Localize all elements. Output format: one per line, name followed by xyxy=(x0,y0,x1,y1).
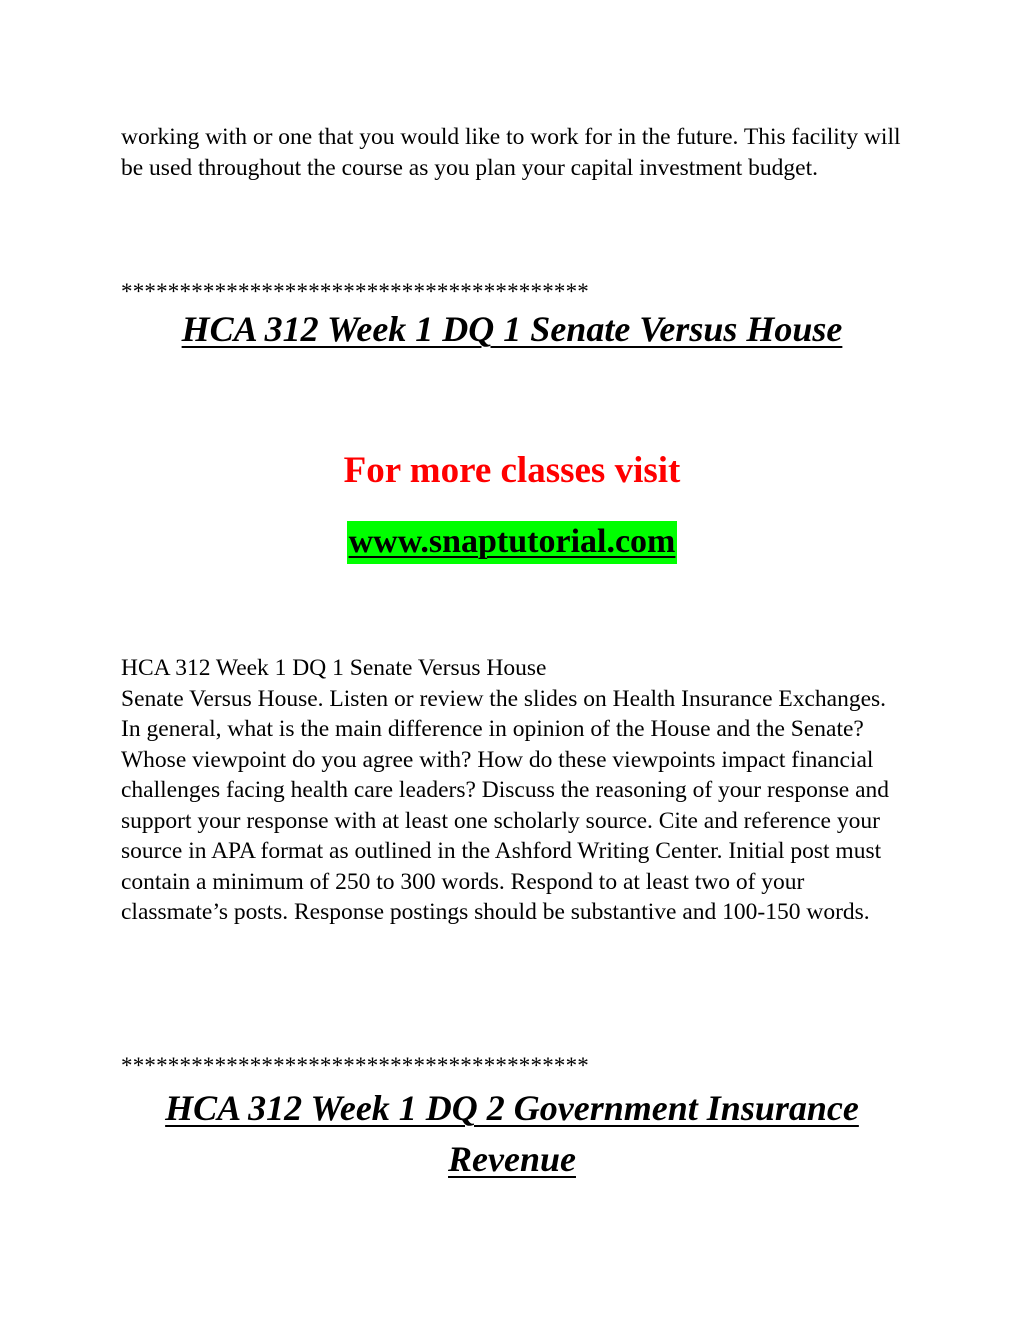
snaptutorial-link[interactable]: www.snaptutorial.com xyxy=(347,521,678,564)
intro-paragraph: working with or one that you would like to work for in the future. This facility will be used throughout the course as you plan your capital investment budget. xyxy=(121,124,901,181)
heading-dq2-line1: HCA 312 Week 1 DQ 2 Government Insurance xyxy=(165,1088,859,1128)
heading-dq1 xyxy=(0,303,1024,355)
dq1-description: Senate Versus House. Listen or review the slides on Health Insurance Exchanges. In general, what is the main difference in opinion of the House and the Senate? Whose viewpoint do you agree with? How do these viewpoints impact financial challenges facing health care leaders? Discuss the reasoning of your response and support your response with at least one scholarly source. Cite and reference your source in APA format as outlined in the Ashford Writing Center. Initial post must contain a minimum of 250 to 300 words. Respond to at least two of your classmate’s posts. Response postings should be substantive and 100-150 words. xyxy=(121,685,890,925)
heading-dq1-text: HCA 312 Week 1 DQ 1 Senate Versus House xyxy=(181,309,843,349)
heading-dq2-line2: Revenue xyxy=(448,1139,576,1179)
separator-stars-2: **************************************** xyxy=(121,1053,589,1078)
dq1-section xyxy=(121,653,911,928)
promo-more-classes: For more classes visit xyxy=(343,450,681,491)
heading-dq2 xyxy=(0,1082,1024,1134)
promo-website-line xyxy=(0,520,1024,564)
heading-dq2-continued xyxy=(0,1133,1024,1185)
dq1-title: HCA 312 Week 1 DQ 1 Senate Versus House xyxy=(121,655,547,681)
separator-stars-1: **************************************** xyxy=(121,279,589,304)
